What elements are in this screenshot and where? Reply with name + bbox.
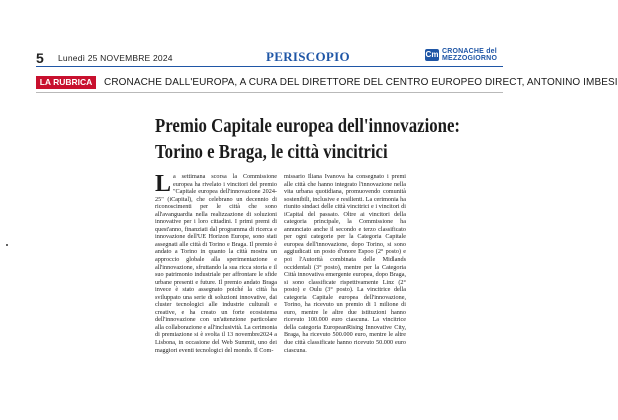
stray-mark xyxy=(6,244,8,246)
issue-date: Lunedì 25 NOVEMBRE 2024 xyxy=(58,53,173,63)
headline-line-2: Torino e Braga, le città vincitrici xyxy=(155,141,388,163)
rubric-rule xyxy=(36,92,503,93)
drop-cap: L xyxy=(155,171,172,197)
masthead-logo-icon: Cm xyxy=(425,50,439,59)
column-1-text: a settimana scorsa la Commissione europea ha rivelato i vincitori del premio "Capitale europea dell'innovazione 2024-25" (iCapital), che celebrano un decennio di riconoscimenti per le città che sono all'avanguardia nella realizzazione di soluzioni innovative per i loro cittadini. I primi premi di quest'anno, finanziati dal programma di ricerca e innovazione dell'UE Horizon Europe, sono stati assegnati alle città di Torino e Braga. Il premio è andato a Torino in quanto la città mostra un approccio globale alla sperimentazione e all'innovazione, sfruttando la sua ricca storia e il suo patrimonio industriale per affrontare le sfide urbane presenti e future. Il premio andato Braga invece è stato assegnato poiché la città ha sviluppato una serie di soluzioni innovative, dai cluster tecnologici alle industrie culturali e creative, e ha creato un forte ecosistema dell'innovazione con un'attenzione particolare alla collaborazione e all'inclusività. La cerimonia di premiazione si è svolta il 13 novembre2024 a Lisbona, in occasione del Web Summit, uno dei maggiori eventi tecnologici del mondo. Il Com- xyxy=(155,173,277,354)
rubric-label: LA RUBRICA xyxy=(36,76,96,89)
page-number: 5 xyxy=(36,50,44,66)
rubric-title: CRONACHE DALL'EUROPA, A CURA DEL DIRETTORE DEL CENTRO EUROPEO DIRECT, ANTONINO IMBESI xyxy=(104,77,618,88)
headline-line-1: Premio Capitale europea dell'innovazione: xyxy=(155,115,461,137)
article-column-2 xyxy=(284,173,406,354)
masthead-line-1: CRONACHE del xyxy=(442,48,497,55)
article-column-1 xyxy=(155,173,277,354)
section-title: PERISCOPIO xyxy=(266,49,350,64)
masthead-name xyxy=(442,48,497,62)
article-headline xyxy=(155,113,461,165)
header-rule xyxy=(36,66,503,67)
column-2-text: missario Iliana Ivanova ha consegnato i premi alle città che hanno integrato l'innovazione nella vita urbana quotidiana, promuovendo comunità sostenibili, inclusive e resilienti. La cerimonia ha riunito sindaci delle città vincitrici e i vincitori di iCapital del passato. Oltre ai vincitori della categoria principale, la Commissione ha annunciato anche il secondo e terzo classificato per ogni categorie per la Categoria Capitale europea dell'innovazione, dopo Torino, si sono aggiudicati un posto d'onore Espoo (2° posto) e poi l'Autorità combinata delle Midlands occidentali (3° posto), mentre per la Categoria Città innovativa emergente europea, dopo Braga, si sono classificate rispettivamente Linz (2° posto) e Oulu (3° posto). La vincitrice della categoria Capitale europea dell'innovazione, Torino, ha ricevuto un premio di 1 milione di euro, mentre le altre due istituzioni hanno ricevuto 100.000 euro ciascuna. La vincitrice della categoria EuropeanRising Innovative City, Braga, ha ricevuto 500.000 euro, mentre le altre due città classificate hanno ricevuto 50.000 euro ciascuna. xyxy=(284,173,406,354)
masthead-line-2: MEZZOGIORNO xyxy=(442,55,498,62)
